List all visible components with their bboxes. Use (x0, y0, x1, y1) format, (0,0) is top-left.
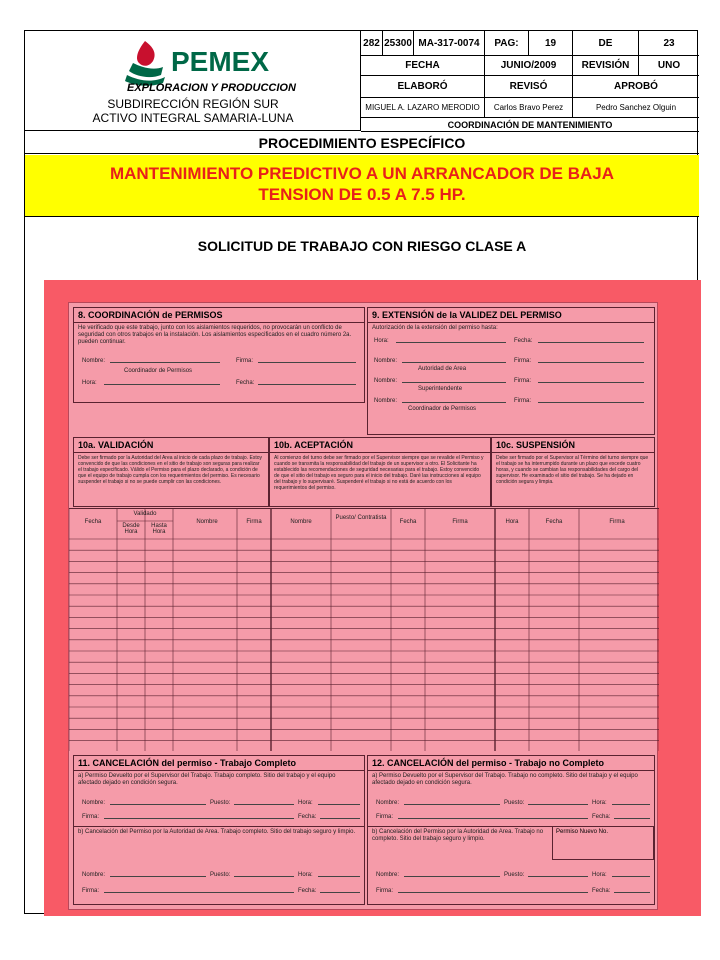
s11-puesto-b-line (234, 876, 294, 877)
section-9-text: Autorización de la extensión del permiso hasta: (372, 325, 498, 331)
s11-hora-a: Hora: (298, 800, 313, 806)
col-nombre-1: Nombre (196, 519, 218, 525)
section-10c-title: 10c. SUSPENSIÓN (492, 438, 654, 453)
section-12-a: a) Permiso Devuelto por el Supervisor del Trabajo. Trabajo no completo. Sitio del trabajo y el equipo afectado dejado en condición segura. (372, 773, 638, 786)
s12-hora-a: Hora: (592, 800, 607, 806)
col-firma-3: Firma (609, 519, 625, 525)
s9-nombre-3-label: Nombre: (374, 398, 398, 404)
page-total: 23 (663, 37, 675, 49)
s8-hora-label: Hora: (82, 380, 97, 386)
s8-fecha-line (258, 384, 356, 385)
col-fecha-3: Fecha (545, 519, 563, 525)
s9-coord-label: Coordinador de Permisos (408, 406, 477, 412)
de-label: DE (573, 31, 639, 55)
s12-hora-a-line (612, 804, 650, 805)
s11-nombre-a: Nombre: (82, 800, 106, 806)
section-10a-validation (73, 437, 269, 507)
section-8-title: 8. COORDINACIÓN de PERMISOS (74, 308, 364, 323)
col-validado: Validado (133, 511, 157, 517)
section-12-cancel-incomplete (367, 755, 655, 905)
s9-firma-2-label: Firma: (514, 378, 531, 384)
s9-hora-label: Hora: (374, 338, 389, 344)
procedure-type: PROCEDIMIENTO ESPECÍFICO (25, 132, 699, 154)
s9-nombre-2-line (402, 382, 506, 383)
s8-firma-line (258, 362, 356, 363)
s8-coord-label: Coordinador de Permisos (124, 368, 193, 374)
s12-nombre-b: Nombre: (376, 872, 400, 878)
s12-fecha-a: Fecha: (592, 814, 611, 820)
s12-firma-a-line (398, 818, 588, 819)
section-12-title: 12. CANCELACIÓN del permiso - Trabajo no Completo (368, 756, 654, 771)
col-firma-1: Firma (246, 519, 262, 525)
col-fecha-1: Fecha (84, 519, 102, 525)
s9-firma-3-label: Firma: (514, 398, 531, 404)
s8-firma-label: Firma: (236, 358, 253, 364)
s9-fecha-line (538, 342, 644, 343)
s12-firma-b-line (398, 892, 588, 893)
s9-fecha-label: Fecha: (514, 338, 533, 344)
s12-new-permit-box: Permiso Nuevo No. (552, 826, 654, 860)
s12-nombre-a: Nombre: (376, 800, 400, 806)
title-line-1: MANTENIMIENTO PREDICTIVO A UN ARRANCADOR DE BAJA (109, 164, 615, 183)
s8-hora-line (104, 384, 220, 385)
section-10a-text: Debe ser firmado por la Autoridad del Area al inicio de cada plazo de trabajo. Estoy convencido de que las condiciones en el sitio de trabajo son seguras para realizar el trabajo especificado. Válido el Permiso para el plazo declarado, a condición de que el equipo de trabajo cumpla con los requerimientos del permiso. Es necesario suspender el trabajo si no se puede cumplir con las condiciones. (78, 455, 262, 485)
s11-fecha-b-line (320, 892, 360, 893)
s11-nombre-b: Nombre: (82, 872, 106, 878)
section-10c-text: Debe ser firmado por el Supervisor al Término del turno siempre que el trabajo se ha interrumpido durante un plazo que excede cuatro horas, y cuando se cambian las responsabilidades del cargo del supervisor. He examinado el sitio del trabajo. Se ha dejado en condición segura y limpia. (496, 455, 649, 485)
section-10b-title: 10b. ACEPTACIÓN (270, 438, 490, 453)
section-8-coordination (73, 307, 365, 403)
code-2: 25300 (383, 31, 414, 55)
coordinacion-label: COORDINACIÓN DE MANTENIMIENTO (447, 119, 613, 130)
permit-form-card (68, 302, 658, 910)
s12-nombre-a-line (404, 804, 500, 805)
section-10b-text: Al comienzo del turno debe ser firmado por el Supervisor siempre que se revalide el Permiso y cuando se transmita la responsabilidad del trabajo de un supervisor a otro. El Solicitante ha establecido las recomendaciones de seguridad necesarias para el trabajo. Estoy convencido de que el sitio del trabajo es seguro para el inicio del trabajo. Daré las instrucciones al equipo del trabajo y lo supervisaré. Suspenderé el trabajo si no está de acuerdo con los requerimientos del permiso. (274, 455, 484, 491)
s11-nombre-a-line (110, 804, 206, 805)
form-subtitle: SOLICITUD DE TRABAJO CON RIESGO CLASE A (197, 238, 527, 254)
code-3: MA-317-0074 (414, 31, 485, 55)
s11-firma-a-line (104, 818, 294, 819)
brand-text: PEMEX (171, 46, 270, 77)
title-line-2: TENSION DE 0.5 A 7.5 HP. (258, 185, 466, 204)
s11-hora-b-line (318, 876, 360, 877)
aprobo-label: APROBÓ (614, 81, 658, 92)
s8-nombre-label: Nombre: (82, 358, 106, 364)
s12-fecha-b-line (614, 892, 650, 893)
s9-nombre-1-label: Nombre: (374, 358, 398, 364)
section-9-title: 9. EXTENSIÓN de la VALIDEZ DEL PERMISO (368, 308, 654, 323)
page-number: 19 (529, 31, 573, 55)
s12-puesto-a-line (528, 804, 588, 805)
s12-firma-a: Firma: (376, 814, 393, 820)
s12-hora-b-line (612, 876, 650, 877)
tagline-text: EXPLORACION Y PRODUCCION (127, 82, 296, 94)
col-desde-hora: Desde Hora (122, 523, 140, 535)
section-10c-suspension (491, 437, 655, 507)
s11-nombre-b-line (110, 876, 206, 877)
s9-superintendente-label: Superintendente (418, 386, 463, 392)
revision-value: UNO (657, 60, 681, 71)
col-hasta-hora: Hasta Hora (151, 523, 167, 535)
revision-label: REVISIÓN (573, 56, 639, 75)
col-fecha-2: Fecha (399, 519, 417, 525)
s9-autoridad-label: Autoridad de Area (418, 366, 467, 372)
document-title (25, 155, 699, 217)
section-9-extension (367, 307, 655, 435)
reviso-name: Carlos Bravo Perez (485, 98, 573, 117)
header-info-grid (361, 31, 699, 132)
fecha-value: JUNIO/2009 (485, 56, 573, 75)
s9-firma-3-line (538, 402, 644, 403)
s11-puesto-b: Puesto: (210, 872, 231, 878)
s9-nombre-2-label: Nombre: (374, 378, 398, 384)
aprobo-name: Pedro Sanchez Olguin (595, 103, 677, 112)
pag-label: PAG: (485, 31, 529, 55)
fecha-label: FECHA (361, 56, 485, 75)
section-11-title: 11. CANCELACIÓN del permiso - Trabajo Completo (74, 756, 364, 771)
col-nombre-2: Nombre (290, 519, 312, 525)
s9-firma-2-line (538, 382, 644, 383)
s9-hora-line (396, 342, 506, 343)
section-10a-title: 10a. VALIDACIÓN (74, 438, 268, 453)
elaboro-name: MIGUEL A. LAZARO MERODIO (361, 98, 485, 117)
s9-nombre-1-line (402, 362, 506, 363)
reviso-label: REVISÓ (485, 76, 573, 97)
s11-fecha-a-line (320, 818, 360, 819)
org-activo: ACTIVO INTEGRAL SAMARIA-LUNA (92, 111, 294, 125)
s11-fecha-a: Fecha: (298, 814, 317, 820)
org-subdirection: SUBDIRECCIÓN REGIÓN SUR (107, 97, 279, 111)
section-12-b: b) Cancelación del Permiso por la Autoridad de Area. Trabajo no completo. Sitio del trabajo seguro y limpio. (368, 826, 552, 845)
s12-puesto-b-line (528, 876, 588, 877)
s8-fecha-label: Fecha: (236, 380, 255, 386)
header-logo-block (25, 31, 361, 131)
col-firma-2: Firma (452, 519, 468, 525)
section-11-a: a) Permiso Devuelto por el Supervisor del Trabajo. Trabajo completo. Sitio del trabajo y el equipo afectado dejado en condición segura. (78, 773, 336, 786)
col-hora: Hora (505, 519, 519, 525)
s9-firma-1-label: Firma: (514, 358, 531, 364)
elaboro-label: ELABORÓ (361, 76, 485, 97)
s11-hora-a-line (318, 804, 360, 805)
s11-puesto-a-line (234, 804, 294, 805)
col-puesto: Puesto/ Contratista (335, 515, 387, 521)
code-1: 282 (361, 31, 383, 55)
pemex-logo (123, 37, 303, 95)
s9-nombre-3-line (402, 402, 506, 403)
s11-firma-b-line (104, 892, 294, 893)
section-11-cancel-complete (73, 755, 365, 905)
s12-puesto-b: Puesto: (504, 872, 525, 878)
s11-fecha-b: Fecha: (298, 888, 317, 894)
s8-nombre-line (110, 362, 220, 363)
section-10b-acceptance (269, 437, 491, 507)
section-8-text: He verificado que este trabajo, junto con los aislamientos requeridos, no provocarán un conflicto de seguridad con otros trabajos en la instalación. Los aislamientos especificados en el cuadro número 2a. pueden continuar. (78, 325, 352, 345)
s11-firma-a: Firma: (82, 814, 99, 820)
s12-puesto-a: Puesto: (504, 800, 525, 806)
s11-hora-b: Hora: (298, 872, 313, 878)
s9-firma-1-line (538, 362, 644, 363)
s12-firma-b: Firma: (376, 888, 393, 894)
s11-firma-b: Firma: (82, 888, 99, 894)
permit-form-photo (44, 280, 701, 916)
section-11-b: b) Cancelación del Permiso por la Autoridad de Area. Trabajo completo. Sitio del trabajo seguro y limpio. (74, 826, 364, 838)
s12-nombre-b-line (404, 876, 500, 877)
s11-puesto-a: Puesto: (210, 800, 231, 806)
permit-log-table (69, 508, 659, 750)
s12-hora-b: Hora: (592, 872, 607, 878)
s12-fecha-a-line (614, 818, 650, 819)
document-frame (24, 30, 698, 914)
s12-fecha-b: Fecha: (592, 888, 611, 894)
table-grid-lines (69, 509, 659, 751)
